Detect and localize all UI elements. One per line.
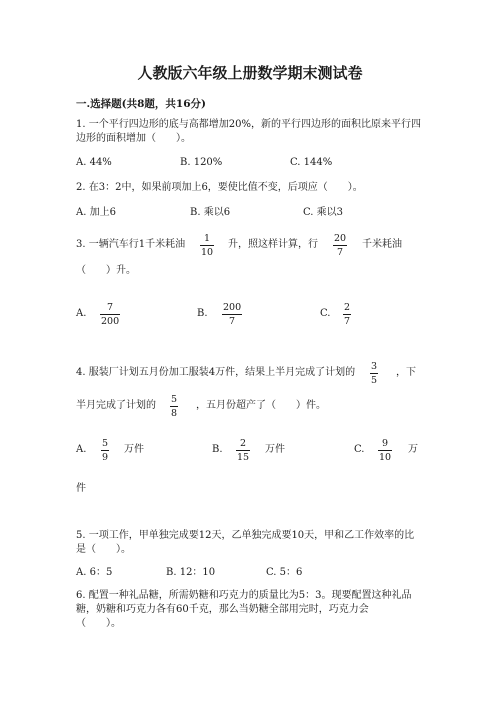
option-letter: A. [76, 308, 87, 319]
numerator: 3 [371, 361, 378, 372]
denominator: 5 [371, 375, 378, 386]
question-1-line-2: 边形的面积增加（ ）。 [76, 133, 191, 144]
question-6-line-3: （ ）。 [76, 618, 121, 629]
numerator: 5 [171, 394, 178, 405]
denominator: 9 [102, 452, 109, 463]
option-a[interactable]: A. 44% [76, 157, 112, 168]
numerator: 200 [223, 302, 242, 313]
question-3-text-part-1: 3. 一辆汽车行1千米耗油 [76, 239, 186, 250]
denominator: 7 [337, 247, 344, 258]
question-3-line-2: （ ）升。 [76, 265, 136, 276]
fraction-20-7 [333, 233, 347, 258]
option-letter: C. [354, 444, 365, 455]
option-c[interactable]: C. 144% [290, 157, 333, 168]
section-heading: 一.选择题(共8题，共16分) [76, 98, 207, 110]
question-4-text-part-2: ，下 [396, 367, 416, 378]
option-letter: C. [320, 308, 331, 319]
question-5-line-1: 5. 一项工作，甲单独完成要12天，乙单独完成要10天，甲和乙工作效率的比 [76, 530, 415, 541]
numerator: 20 [334, 233, 347, 244]
denominator: 10 [379, 452, 392, 463]
option-b[interactable]: B. 12：10 [166, 567, 216, 578]
option-letter: B. [212, 444, 223, 455]
option-fraction [101, 438, 109, 463]
option-letter: A. [76, 444, 87, 455]
denominator: 7 [229, 316, 236, 327]
question-6-line-2: 糖，奶糖和巧克力各有60千克，那么当奶糖全部用完时，巧克力会 [76, 604, 369, 615]
denominator: 10 [201, 247, 214, 258]
fraction-1-10 [200, 233, 214, 258]
question-4-text-part-1: 4. 服装厂计划五月份加工服装4万件，结果上半月完成了计划的 [76, 367, 356, 378]
question-2-line-1: 2. 在3：2中，如果前项加上6，要使比值不变，后项应（ ）。 [76, 182, 363, 193]
fraction-5-8 [170, 394, 178, 419]
option-unit: 万件 [124, 444, 144, 455]
denominator: 15 [237, 452, 250, 463]
option-b[interactable]: B. 120% [180, 157, 223, 168]
question-6-line-1: 6. 配置一种礼品糖，所需奶糖和巧克力的质量比为5：3。现要配置这种礼品 [76, 590, 412, 601]
option-unit: 万 [408, 444, 418, 455]
numerator: 2 [344, 302, 351, 313]
option-fraction [100, 302, 120, 327]
fraction-3-5 [370, 361, 378, 386]
question-4-text-part-3: 半月完成了计划的 [76, 400, 156, 411]
option-a[interactable]: A. 加上6 [76, 207, 116, 218]
denominator: 7 [344, 316, 351, 327]
option-b[interactable]: B. 乘以6 [190, 207, 231, 218]
option-c[interactable]: C. 5：6 [266, 567, 303, 578]
option-fraction [378, 438, 392, 463]
denominator: 200 [101, 316, 120, 327]
numerator: 7 [107, 302, 114, 313]
question-3-text-part-3: 千米耗油 [362, 239, 402, 250]
option-fraction [236, 438, 250, 463]
question-1-line-1: 1. 一个平行四边形的底与高都增加20%，新的平行四边形的面积比原来平行四 [76, 119, 421, 130]
option-a[interactable]: A. 6：5 [76, 567, 113, 578]
question-5-line-2: 是（ ）。 [76, 544, 131, 555]
option-c[interactable]: C. 乘以3 [303, 207, 344, 218]
option-letter: B. [197, 308, 208, 319]
numerator: 5 [102, 438, 109, 449]
option-fraction [343, 302, 351, 327]
page-title: 人教版六年级上册数学期末测试卷 [137, 64, 363, 82]
option-fraction [222, 302, 242, 327]
numerator: 2 [240, 438, 247, 449]
question-4-text-part-4: ，五月份超产了（ ）件。 [196, 400, 326, 411]
option-unit-wrap: 件 [76, 483, 86, 494]
question-3-text-part-2: 升，照这样计算，行 [228, 239, 318, 250]
numerator: 1 [204, 233, 211, 244]
denominator: 8 [171, 408, 178, 419]
numerator: 9 [382, 438, 389, 449]
option-unit: 万件 [265, 444, 285, 455]
